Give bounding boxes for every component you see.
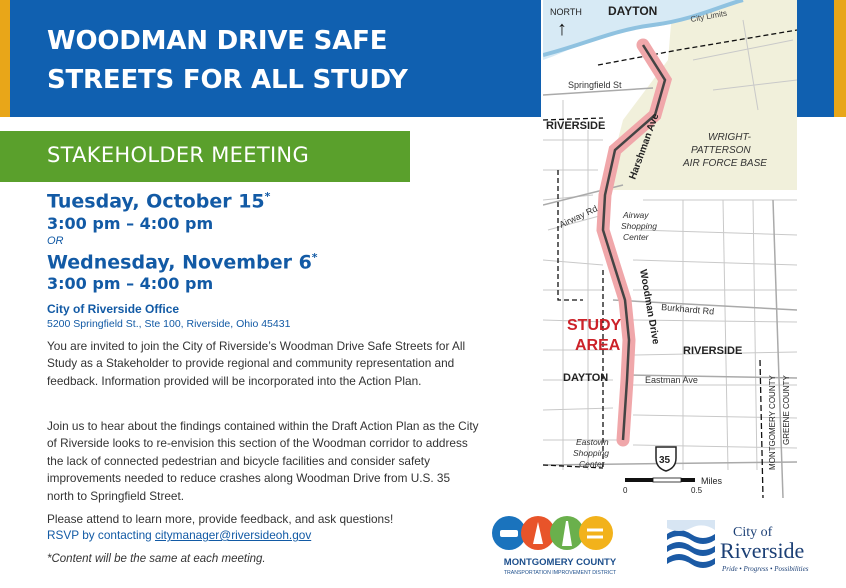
riverside-mid-label: RIVERSIDE [683,345,743,357]
meeting-time-1: 3:00 pm – 4:00 pm [47,214,214,233]
us-35-label: 35 [659,455,671,466]
us-35-shield-icon [656,447,676,471]
meeting-date-1: Tuesday, October 15* [47,190,271,213]
riverside-logo [665,518,840,580]
scale-miles-label: Miles [701,476,723,486]
greene-county-label: GREENE COUNTY [782,375,791,445]
wpafb-label-2: PATTERSON [691,145,751,156]
title-line-2: STREETS FOR ALL STUDY [47,65,408,95]
north-arrow-icon: ↑ [557,18,567,40]
wpafb-label-1: WRIGHT- [708,132,751,143]
dayton-top-label: DAYTON [608,4,658,18]
meeting-banner [0,131,410,182]
study-area-map [543,0,797,498]
springfield-st-label: Springfield St [568,80,622,90]
rsvp-email-link[interactable]: citymanager@riversideoh.gov [154,528,312,542]
right-header-strip [797,0,846,117]
scale-0-label: 0 [623,486,628,495]
mctid-logo [490,513,630,585]
meeting-banner-label: STAKEHOLDER MEETING [47,143,310,167]
gold-accent-bar [0,0,10,117]
riverside-top-label: RIVERSIDE [546,120,606,132]
montgomery-county-label: MONTGOMERY COUNTY [768,375,777,470]
woodman-drive-label: Woodman Drive [637,268,662,346]
wpafb-label-3: AIR FORCE BASE [683,158,767,169]
intro-paragraph: You are invited to join the City of Riverside’s Woodman Drive Safe Streets for All Study as a Stakeholder to provide regional and community representation and feedback. Information provided will be incorporated into the Action Plan. [47,339,466,388]
county-line [760,360,763,498]
location-address: 5200 Springfield St., Ste 100, Riverside, Ohio 45431 [47,318,291,330]
footnote: *Content will be the same at each meeting. [47,553,266,565]
riverside-wordmark: Riverside [720,538,805,563]
riverside-wave-icon [667,520,715,568]
airway-center-label-3: Center [623,232,649,242]
study-area-label-1: STUDY [567,317,622,334]
scale-05-label: 0.5 [691,486,703,495]
airway-center-label-2: Shopping [621,221,657,231]
airway-rd-label: Airway Rd [557,203,600,230]
call-to-action: Please attend to learn more, provide feedback, and ask questions! [47,512,394,526]
eastown-label-3: Center [579,459,605,469]
gold-accent-bar-right [834,0,846,117]
rsvp-line: RSVP by contacting citymanager@riversideoh.gov [47,528,312,542]
scale-bar [625,478,695,482]
eastown-label-2: Shopping [573,448,609,458]
airway-center-label-1: Airway [623,210,649,220]
meeting-date-2: Wednesday, November 6* [47,251,318,274]
dayton-mid-label: DAYTON [563,372,609,384]
mctid-name: MONTGOMERY COUNTY [503,557,617,568]
north-label: NORTH [550,7,582,17]
title-line-1: WOODMAN DRIVE SAFE [47,26,388,56]
details-paragraph: Join us to hear about the findings contained within the Draft Action Plan as the City of Riverside looks to re-envision this section of the Woodman corridor to address the lack of connected pedestrian and bicycle facilities and consider safety improvements needed to reduce crashes along Woodman Drive from U.S. 35 north to Springfield Street. [47,419,479,503]
city-limits-label: City Limits [689,8,728,24]
arrows-icon [579,516,613,550]
riverside-tagline: Pride • Progress • Possibilities [722,565,809,573]
or-label: OR [47,235,64,247]
eastman-ave-label: Eastman Ave [645,375,698,385]
page-title [47,22,527,100]
mctid-subtitle: TRANSPORTATION IMPROVEMENT DISTRICT [503,570,617,576]
meeting-time-2: 3:00 pm – 4:00 pm [47,274,214,293]
location-name: City of Riverside Office [47,302,180,316]
burkhardt-rd-label: Burkhardt Rd [660,302,715,317]
eastown-label-1: Eastown [576,437,609,447]
study-area-label-2: AREA [575,337,621,354]
title-banner [0,0,541,117]
harshman-ave-label: Harshman Ave [627,112,662,182]
city-of-label: City of [733,525,773,540]
